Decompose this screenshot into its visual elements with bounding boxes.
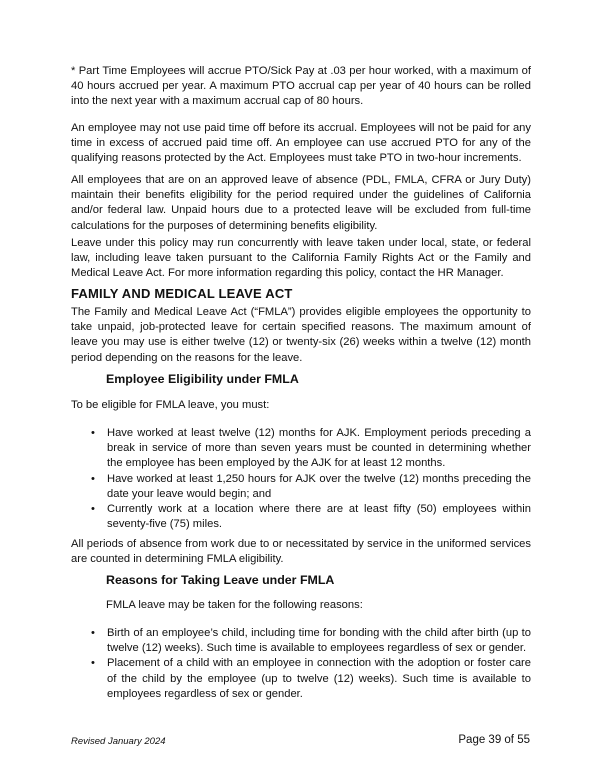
concurrent-leave-paragraph: Leave under this policy may run concurrently with leave taken under local, state, or federal law, including leave taken pursuant to the California Family Rights Act or the Family and Medical Leave Act. For more information regarding this policy, contact the HR Manager. [71, 237, 531, 280]
bullet-icon: • [91, 627, 95, 639]
uniformed-services-note: All periods of absence from work due to or necessitated by service in the uniformed services are counted in determining FMLA eligibility. [71, 538, 531, 566]
pto-usage-paragraph: An employee may not use paid time off before its accrual. Employees will not be paid for any time in excess of accrued paid time off. An employee can use accrued PTO for any of the qualifying reasons protected by the Act. Employees must take PTO in two-hour increments. [71, 122, 531, 165]
eligibility-list [71, 426, 531, 532]
list-item: • Birth of an employee’s child, including time for bonding with the child after birth (up to twelve (12) weeks). Such time is available to employees regardless of sex or gender. [91, 627, 531, 655]
reasons-lead: FMLA leave may be taken for the following reasons: [106, 599, 363, 611]
page-number: Page 39 of 55 [458, 734, 530, 746]
revised-date: Revised January 2024 [71, 736, 166, 747]
list-item: • Have worked at least twelve (12) months for AJK. Employment periods preceding a break in service of more than seven years must be counted in determining whether the employee has been employed by the AJK for at least 12 months. [91, 427, 531, 470]
bullet-icon: • [91, 427, 95, 439]
part-time-pto-paragraph: * Part Time Employees will accrue PTO/Sick Pay at .03 per hour worked, with a maximum of 40 hours accrued per year. A maximum PTO accrual cap per year of 40 hours can be rolled into the next year with a maximum accrual cap of 80 hours. [71, 65, 531, 108]
reasons-heading: Reasons for Taking Leave under FMLA [106, 573, 335, 587]
list-item: • Currently work at a location where there are at least fifty (50) employees within seventy-five (75) miles. [91, 503, 531, 531]
reasons-list [71, 626, 531, 702]
bullet-icon: • [91, 472, 95, 485]
list-item: • Placement of a child with an employee in connection with the adoption or foster care of the child by the employee (up to twelve (12) weeks). Such time is available to employees regardless of sex or gender. [91, 657, 531, 700]
fmla-intro-paragraph: The Family and Medical Leave Act (“FMLA”) provides eligible employees the opportunity to take unpaid, job-protected leave for certain specified reasons. The maximum amount of leave you may use is either twelve (12) or twenty-six (26) weeks within a twelve (12) month period depending on the reasons for the leave. [71, 306, 531, 364]
bullet-icon: • [91, 503, 95, 516]
fmla-heading: FAMILY AND MEDICAL LEAVE ACT [71, 286, 293, 301]
bullet-icon: • [91, 657, 95, 670]
list-item: • Have worked at least 1,250 hours for AJK over the twelve (12) months preceding the date your leave would begin; and [91, 472, 531, 500]
eligibility-heading: Employee Eligibility under FMLA [106, 372, 299, 386]
benefits-eligibility-paragraph: All employees that are on an approved leave of absence (PDL, FMLA, CFRA or Jury Duty) maintain their benefits eligibility for the period required under the guidelines of California and/or federal law. Unpaid hours due to a protected leave will be excluded from full-time calculations for the purposes of determining benefits eligibility. [71, 174, 531, 232]
eligibility-lead: To be eligible for FMLA leave, you must: [71, 399, 270, 411]
